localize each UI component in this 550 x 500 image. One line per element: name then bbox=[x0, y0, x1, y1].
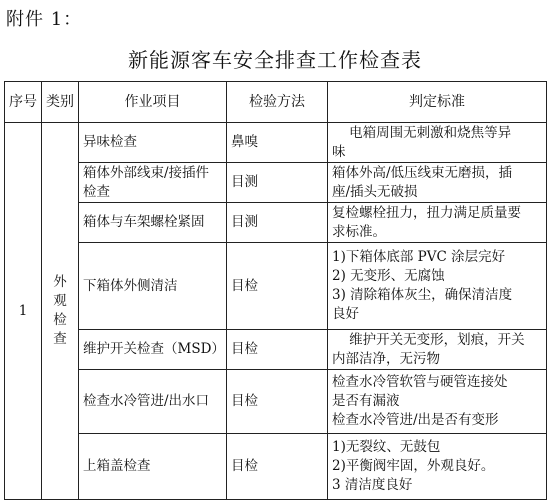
table-row bbox=[5, 370, 547, 434]
item-cell: 上箱盖检查 bbox=[79, 434, 227, 500]
header-seq: 序号 bbox=[5, 82, 42, 123]
item-cell: 下箱体外侧清洁 bbox=[79, 243, 227, 330]
standard-line: 1)无裂纹、无鼓包 bbox=[332, 439, 441, 455]
header-method: 检验方法 bbox=[227, 82, 328, 123]
standard-cell bbox=[328, 434, 547, 500]
method-cell: 目检 bbox=[227, 330, 328, 370]
category-cell: 外观检查 bbox=[42, 123, 79, 500]
standard-line: 求标准。 bbox=[332, 223, 386, 240]
item-cell: 箱体与车架螺栓紧固 bbox=[79, 203, 227, 243]
standard-line: 是否有漏液 bbox=[332, 393, 400, 409]
method-cell: 目测 bbox=[227, 163, 328, 203]
table-row bbox=[5, 123, 547, 163]
standard-line: 3) 清除箱体灰尘，确保清洁度 bbox=[332, 287, 513, 303]
item-cell: 维护开关检查（MSD） bbox=[79, 330, 227, 370]
standard-line: 检查水冷管软管与硬管连接处 bbox=[332, 374, 508, 390]
item-cell: 异味检查 bbox=[79, 123, 227, 163]
attachment-label: 附件 1： bbox=[6, 9, 83, 30]
header-standard: 判定标准 bbox=[328, 82, 547, 123]
method-cell: 鼻嗅 bbox=[227, 123, 328, 163]
standard-cell bbox=[328, 330, 547, 370]
form-title: 新能源客车安全排查工作检查表 bbox=[128, 48, 422, 72]
inspection-table bbox=[4, 81, 547, 500]
item-cell: 检查水冷管进/出水口 bbox=[79, 370, 227, 434]
header-row bbox=[5, 82, 547, 123]
standard-line: 1)下箱体底部 PVC 涂层完好 bbox=[332, 249, 506, 265]
standard-line: 箱体外高/低压线束无磨损，插 bbox=[332, 164, 513, 181]
standard-line: 电箱周围无刺激和烧焦等异 bbox=[332, 124, 512, 141]
table-row bbox=[5, 163, 547, 203]
standard-cell bbox=[328, 163, 547, 203]
standard-line: 检查水冷管进/出是否有变形 bbox=[332, 412, 499, 428]
standard-line: 味 bbox=[332, 143, 346, 160]
header-category: 类别 bbox=[42, 82, 79, 123]
standard-line: 复检螺栓扭力，扭力满足质量要 bbox=[332, 204, 521, 221]
standard-cell bbox=[328, 370, 547, 434]
standard-line: 3 清洁度良好 bbox=[332, 477, 413, 493]
method-cell: 目检 bbox=[227, 370, 328, 434]
standard-line: 内部洁净，无污物 bbox=[332, 350, 440, 367]
method-cell: 目检 bbox=[227, 434, 328, 500]
standard-line: 座/插头无破损 bbox=[332, 183, 418, 200]
table-row bbox=[5, 330, 547, 370]
standard-line: 2) 无变形、无腐蚀 bbox=[332, 268, 445, 284]
table-row bbox=[5, 203, 547, 243]
standard-line: 良好 bbox=[332, 306, 359, 322]
standard-line: 2)平衡阀牢固，外观良好。 bbox=[332, 458, 495, 474]
standard-cell bbox=[328, 123, 547, 163]
method-cell: 目测 bbox=[227, 203, 328, 243]
standard-cell bbox=[328, 203, 547, 243]
table-row bbox=[5, 243, 547, 330]
standard-cell bbox=[328, 243, 547, 330]
item-cell: 箱体外部线束/接插件检查 bbox=[79, 163, 227, 203]
method-cell: 目检 bbox=[227, 243, 328, 330]
table-row bbox=[5, 434, 547, 500]
standard-line: 维护开关无变形，划痕，开关 bbox=[332, 331, 525, 348]
seq-cell: 1 bbox=[5, 123, 42, 500]
header-item: 作业项目 bbox=[79, 82, 227, 123]
